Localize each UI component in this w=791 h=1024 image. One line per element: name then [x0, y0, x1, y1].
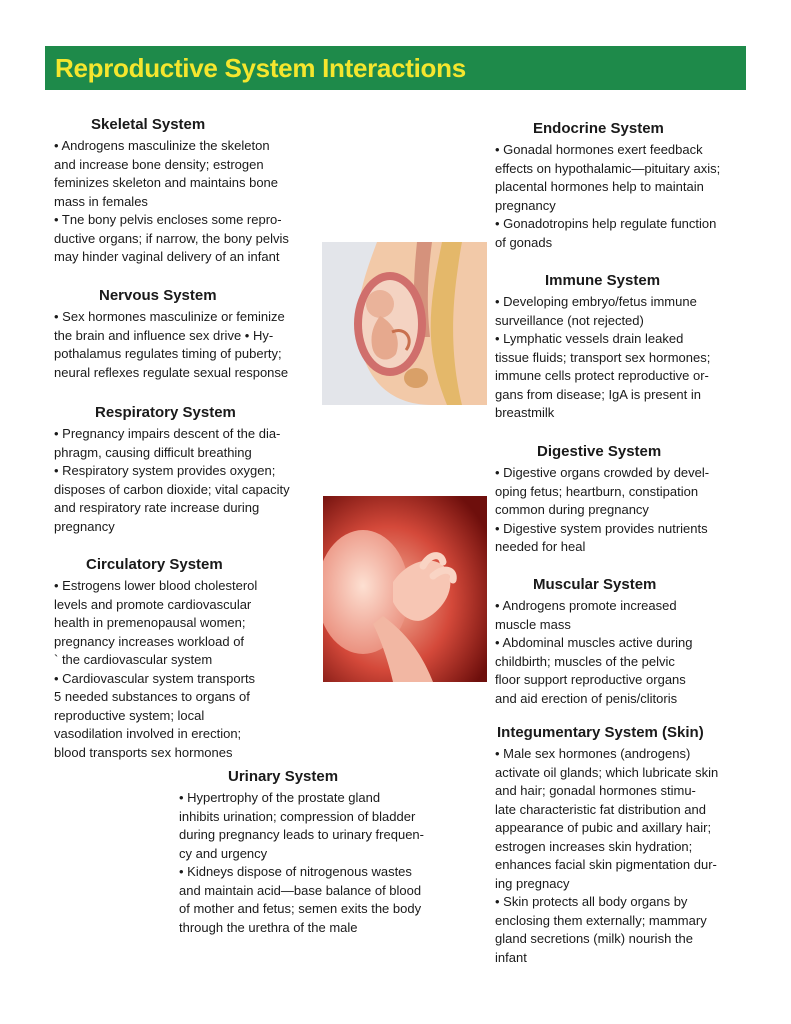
- pregnancy-illustration: [322, 242, 487, 405]
- body-text-line: the brain and influence sex drive • Hy-: [54, 327, 274, 343]
- body-text-line: may hinder vaginal delivery of an infant: [54, 249, 280, 264]
- muscular-section: [495, 576, 692, 708]
- body-text-line: mass in females: [54, 193, 148, 209]
- page-title: Reproductive System Interactions: [55, 52, 466, 83]
- section-title: Endocrine System: [533, 120, 664, 137]
- body-text-line: • Respiratory system provides oxygen;: [54, 463, 276, 478]
- body-text-line: inhibits urination; compression of bladder: [179, 808, 416, 824]
- body-text-line: and increase bone density; estrogen: [54, 156, 264, 172]
- body-text-line: and hair; gonadal hormones stimu-: [495, 783, 696, 798]
- body-text-line: estrogen increases skin hydration;: [495, 838, 693, 854]
- skeletal-section: [54, 116, 289, 267]
- body-text-line: immune cells protect reproductive or-: [495, 368, 709, 383]
- body-text-line: effects on hypothalamic—pituitary axis;: [495, 160, 721, 176]
- body-text-line: cy and urgency: [179, 845, 268, 861]
- immune-section: [495, 272, 710, 423]
- body-text-line: floor support reproductive organs: [495, 672, 686, 687]
- body-text-line: appearance of pubic and axillary hair;: [495, 820, 712, 835]
- body-text-line: • Kidneys dispose of nitrogenous wastes: [179, 864, 412, 879]
- fetus-head: [366, 290, 394, 318]
- section-title: Integumentary System (Skin): [497, 724, 704, 741]
- section-title: Nervous System: [99, 287, 217, 304]
- body-text-line: oping fetus; heartburn, constipation: [495, 483, 699, 499]
- section-title: Skeletal System: [91, 116, 206, 133]
- body-text-line: • Developing embryo/fetus immune: [495, 294, 697, 309]
- section-title: Circulatory System: [86, 556, 223, 573]
- body-text-line: • Skin protects all body organs by: [495, 894, 688, 909]
- pregnancy-cross-section-image: [322, 242, 487, 405]
- urinary-section: [179, 768, 424, 937]
- body-text-line: ` the cardiovascular system: [54, 652, 213, 667]
- body-text-line: • Gonadal hormones exert feedback: [495, 142, 703, 157]
- nervous-section: [54, 287, 288, 382]
- fetus-illustration: [323, 496, 487, 682]
- body-text-line: enhances facial skin pigmentation dur-: [495, 857, 717, 872]
- body-text-line: pregnancy: [54, 518, 115, 534]
- body-text-line: infant: [495, 949, 527, 965]
- section-title: Urinary System: [228, 768, 339, 785]
- endocrine-section: [495, 120, 720, 252]
- bladder-shape: [404, 368, 428, 388]
- body-text-line: pothalamus regulates timing of puberty;: [54, 346, 282, 361]
- digestive-section: [495, 443, 709, 557]
- body-text-line: health in premenopausal women;: [54, 615, 246, 630]
- integumentary-section: [495, 724, 718, 967]
- body-text-line: and maintain acid—base balance of blood: [179, 882, 422, 898]
- body-text-line: feminizes skeleton and maintains bone: [54, 175, 279, 190]
- body-text-line: ductive organs; if narrow, the bony pelvis: [54, 230, 289, 246]
- body-text-line: • Estrogens lower blood cholesterol: [54, 578, 258, 593]
- body-text-line: • Pregnancy impairs descent of the dia-: [54, 426, 281, 441]
- body-text-line: during pregnancy leads to urinary frequen-: [179, 827, 424, 842]
- body-text-line: blood transports sex hormones: [54, 744, 233, 760]
- body-text-line: breastmilk: [495, 405, 555, 420]
- body-text-line: and respiratory rate increase during: [54, 500, 260, 515]
- body-text-line: reproductive system; local: [54, 707, 205, 723]
- body-text-line: neural reflexes regulate sexual response: [54, 364, 289, 380]
- body-text-line: • Androgens promote increased: [495, 598, 677, 613]
- body-text-line: • Hypertrophy of the prostate gland: [179, 790, 381, 805]
- body-text-line: gland secretions (milk) nourish the: [495, 931, 693, 946]
- body-text-line: • Male sex hormones (androgens): [495, 746, 691, 761]
- body-text-line: tissue fluids; transport sex hormones;: [495, 349, 711, 365]
- body-text-line: gans from disease; IgA is present in: [495, 386, 701, 402]
- section-title: Respiratory System: [95, 404, 236, 421]
- body-text-line: of mother and fetus; semen exits the body: [179, 901, 422, 916]
- body-text-line: phragm, causing difficult breathing: [54, 444, 252, 460]
- body-text-line: ing pregnacy: [495, 875, 570, 891]
- body-text-line: and aid erection of penis/clitoris: [495, 690, 678, 706]
- body-text-line: needed for heal: [495, 539, 586, 554]
- body-text-line: through the urethra of the male: [179, 919, 358, 935]
- body-text-line: childbirth; muscles of the pelvic: [495, 653, 675, 669]
- body-text-line: disposes of carbon dioxide; vital capacity: [54, 481, 290, 497]
- body-text-line: activate oil glands; which lubricate skin: [495, 764, 719, 780]
- body-text-line: levels and promote cardiovascular: [54, 596, 252, 612]
- body-text-line: • Lymphatic vessels drain leaked: [495, 331, 684, 346]
- section-title: Immune System: [545, 272, 661, 289]
- respiratory-section: [54, 404, 290, 536]
- body-text-line: of gonads: [495, 234, 553, 250]
- fetus-photo-image: [323, 496, 487, 682]
- body-text-line: • Gonadotropins help regulate function: [495, 216, 717, 231]
- body-text-line: 5 needed substances to organs of: [54, 689, 250, 704]
- body-text-line: • Tne bony pelvis encloses some repro-: [54, 212, 282, 227]
- body-text-line: • Digestive organs crowded by devel-: [495, 465, 710, 480]
- body-text-line: • Abdominal muscles active during: [495, 635, 693, 650]
- body-text-line: • Cardiovascular system transports: [54, 670, 256, 686]
- body-text-line: late characteristic fat distribution and: [495, 801, 706, 817]
- body-text-line: placental hormones help to maintain: [495, 179, 704, 194]
- body-text-line: • Sex hormones masculinize or feminize: [54, 309, 285, 324]
- body-text-line: muscle mass: [495, 616, 571, 632]
- section-title: Muscular System: [533, 576, 657, 593]
- body-text-line: vasodilation involved in erection;: [54, 726, 242, 741]
- body-text-line: • Digestive system provides nutrients: [495, 520, 708, 536]
- circulatory-section: [54, 556, 257, 762]
- body-text-line: enclosing them externally; mammary: [495, 912, 707, 928]
- body-text-line: pregnancy: [495, 197, 556, 213]
- body-text-line: pregnancy increases workload of: [54, 633, 245, 649]
- title-banner: [45, 46, 746, 90]
- section-title: Digestive System: [537, 443, 662, 460]
- body-text-line: common during pregnancy: [495, 502, 649, 517]
- body-text-line: surveillance (not rejected): [495, 312, 644, 328]
- body-text-line: • Androgens masculinize the skeleton: [54, 138, 270, 153]
